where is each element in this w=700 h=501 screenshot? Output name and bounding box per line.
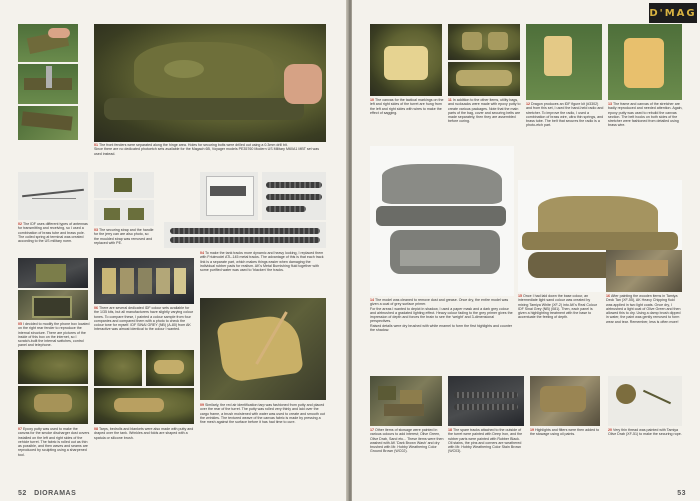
caption-04: 04To make the tank tracks more dynamic and heavy looking, I replaced them with Friulmodel ATL-145 metal tracks. The advantage of this is that each track link is a separate part, which makes things easier when damaging the individual rubber pads for realism. AK's Metal Burnishing fluid together with some purified water was used to 'blacken' the tracks.	[200, 251, 324, 273]
caption-03: 03The securing strap and the handle for the jerry can are also photo, so the moulded strap was removed and replaced with PE.	[94, 228, 154, 245]
photo-canvas-markings	[370, 24, 442, 96]
photo-track-package	[200, 172, 258, 220]
photo-jerry-can-2	[94, 200, 154, 226]
photo-utility-bags-2	[448, 62, 520, 96]
photo-spare-tracks	[448, 376, 524, 426]
photo-tarps-2	[146, 350, 194, 386]
photo-track-links	[262, 172, 326, 220]
caption-08: 08Tarps, bedrolls and blankets were also made with putty and draped over the tank. Wrinkles and folds are shaped with a spatula or silicone brush.	[94, 427, 194, 440]
photo-colour-sets	[94, 258, 194, 304]
photo-antenna	[18, 172, 88, 220]
photo-jerry-can-1	[94, 172, 154, 198]
brand-name: DIORAMAS	[34, 490, 77, 497]
caption-17: 17Other items of stowage were painted in various colours to add interest; Olive Green, Olive Drab, Sand etc... These items were then washed with AK 'Dark Brown Wash' and dry brushed with Mr. Hobby Weathering Color Ground Brown (WC02).	[370, 428, 444, 454]
photo-fender-cutting	[18, 24, 78, 62]
photo-phone-box-1	[18, 258, 88, 288]
photo-fender-drilling	[18, 64, 78, 104]
caption-11: 11In addition to the other items, utility bags, and rucksacks were made with epoxy putty to create various packages. Note that the main parts of the bag, cover and securing belts are made separately, then they are assembled before curing.	[448, 98, 521, 124]
photo-grey-primer-tank	[370, 146, 514, 296]
caption-05: 05I decided to modify the phone box located on the right rear fender to reproduce the internal structure. There are pictures of the inside of this box on the internet, so I scratch-built the internal switches, control panel and telephone.	[18, 322, 90, 348]
caption-12: 12Dragon produces an IDF figure kit (#3302) and from this set, I used the hand-held radio and stretcher. To improve the radio, I used a combination of brass wire, ultra thin springs, and brass tube. The belt that secures the radio is a photo-etch part.	[526, 102, 604, 128]
left-footer	[18, 490, 76, 497]
caption-16: 16After painting the wooden items in Tamiya Deck Tan (XF-55), AK Heavy Chipping fluid was applied in two light coats. Once dry, I airbrushed a light coat of Olive Green and then allowed this to dry. Using a damp brush dipped in water, the paint was gently removed to form wear and tear. Remember, less is often more!	[606, 294, 681, 324]
photo-wooden-items	[606, 250, 682, 292]
photo-stretcher	[608, 24, 682, 100]
caption-14: 14The model was cleaned to remove dust and grease. Once dry, the entire model was given a coat of grey surface primer. For the areas I wanted to depict in shadow, I used a paper mask and a dark grey colour and airbrushed a gradated lighting effect. Heavy colour fading to the grey primer gives the impression of depth and forces the brain to see the 'weight' and 3-dimensional perspectives. Raised details were dry brushed with white enamel to form the first highlights and counter the shadow.	[370, 298, 513, 333]
photo-securing-rope	[608, 376, 682, 426]
caption-20: 20Very thin thread was painted with Tamiya Olive Drab (XF-51) to make the securing rope.	[608, 428, 682, 437]
photo-tarps-3	[94, 388, 194, 424]
caption-01: 01The front fenders were separated along the hinge area. Holes for securing bolts were drilled out using a 0.3mm drill bit. Since there are no dedicated photoetch sets available for the Magach 6B, Voyager models PE35760 Modern US Military M60A1 MBT set was used instead.	[94, 143, 320, 156]
caption-06: 06There are several dedicated IDF colour sets available for the 1/35 kits, but all manufacturers have slightly varying colour tones. To compare these, I painted a colour sample from four companies and compared them with a photo to check the colour tone for myself. IDF SINAI GREY (NB) (A-80) from AK Interactive was almost identical to the colour I wanted.	[94, 306, 194, 332]
caption-19: 19Highlights and filters were then added to the stowage using oil paints.	[530, 428, 600, 437]
page-number-left: 52	[18, 490, 27, 497]
magazine-logo: D'MAG	[649, 3, 697, 23]
photo-turret-main	[94, 24, 326, 142]
left-page	[0, 0, 348, 501]
photo-fender-mat	[18, 106, 78, 140]
photo-smoke-discharger-1	[18, 350, 88, 384]
page-number-right: 53	[677, 490, 686, 497]
caption-02: 02The IDF uses different types of antennas for transmitting and receiving, so I used a combination of brass tube and brass pole. The coiled spring at terminal was created according to the US military norm.	[18, 222, 88, 244]
photo-utility-bags-1	[448, 24, 520, 60]
caption-15: 15Once I had laid down the base colour, an intermediate light sand colour was created by mixing Tamiya White (XF-2) into AK's Real Colour IDF Sinai Grey (NB) (081). Then, each panel is given a highlighting treatment with the base to accentuate the feeling of depth.	[518, 294, 597, 320]
photo-radio-figure	[526, 24, 602, 100]
photo-phone-box-2	[18, 290, 88, 320]
photo-oil-paint-filters	[530, 376, 600, 426]
caption-13: 13The frame and canvas of the stretcher are badly reproduced and needed attention. Again, epoxy putty was used to rebuild the canvas section. The belt hooks on both sides of the stretcher were fashioned from detailed using brass wire.	[608, 102, 683, 128]
caption-09: 09Similarly, the red air identification tarp was fashioned from putty and placed over the rear of the turret. The putty was rolled very thinly and laid over the cargo frame, a brush moistened with water was used to create and smooth out the wrinkles. The textured weave of the canvas fabric is made by pressing a fine mesh against the surface before it has had time to cure.	[200, 403, 325, 425]
right-footer	[677, 490, 686, 497]
right-page	[352, 0, 700, 501]
caption-18: 18The spare tracks attached to the outside of the turret were painted with Deep Iron, and the rubber parts were painted with Rubber Black. Oil stains, the pins and corners are weathered with Mr. Hobby Weathering Color Stain Brown (WC03).	[448, 428, 523, 454]
photo-stowage-items	[370, 376, 442, 426]
photo-tarps-1	[94, 350, 142, 386]
caption-10: 10The canvas for the tactical markings on the left and right sides of the turret are hung from the left and right sides with wires to make the effect of sagging.	[370, 98, 444, 115]
photo-putty-blanket	[200, 298, 326, 400]
photo-smoke-discharger-2	[18, 386, 88, 424]
caption-07: 07Epoxy putty was used to make the canvas for the smoke discharger dust covers installed on the left and right sides of the vehicle turret. The fabric is rolled out as thin as possible, and then waves and seams are reproduced by sculpting using a sharpened tool.	[18, 427, 90, 457]
photo-track-assembled	[164, 222, 326, 248]
